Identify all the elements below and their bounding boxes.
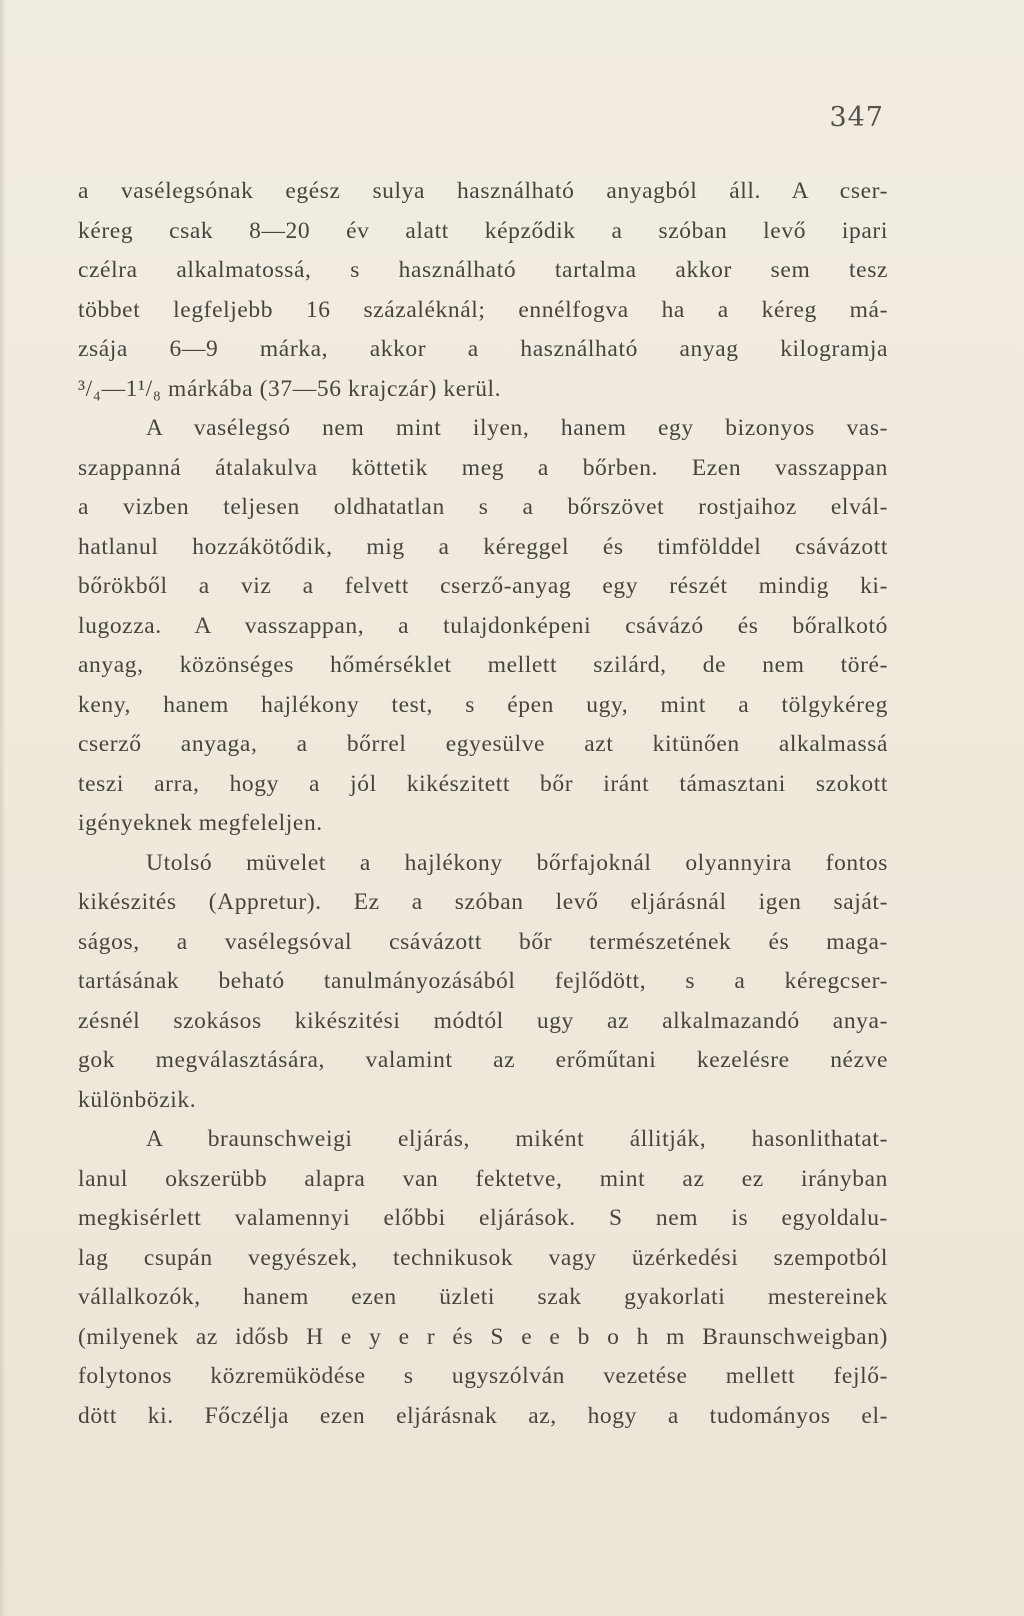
text-line: zsája 6—9 márka, akkor a használható anyag kilogramja <box>78 336 888 362</box>
text-line: folytonos közremüködése s ugyszólván vezetése mellett fejlő- <box>78 1363 888 1389</box>
text-line: dött ki. Főczélja ezen eljárásnak az, hogy a tudományos el- <box>78 1402 888 1429</box>
text-line: kéreg csak 8—20 év alatt képződik a szóban levő ipari <box>78 217 888 244</box>
text-line: zésnél szokásos kikészitési módtól ugy az alkalmazandó anya- <box>78 1007 888 1034</box>
text-line: lag csupán vegyészek, technikusok vagy üzérkedési szempotból <box>78 1244 888 1271</box>
text-line: lugozza. A vasszappan, a tulajdonképeni csávázó és bőralkotó <box>78 612 888 639</box>
text-line: cserző anyaga, a bőrrel egyesülve azt kitünően alkalmassá <box>78 731 888 757</box>
text-line: czélra alkalmatossá, s használható tartalma akkor sem tesz <box>78 257 888 283</box>
paragraph-start-line: Utolsó müvelet a hajlékony bőrfajoknál olyannyira fontos <box>146 849 888 876</box>
text-line: keny, hanem hajlékony test, s épen ugy, mint a tölgykéreg <box>78 691 888 718</box>
text-line: anyag, közönséges hőmérséklet mellett szilárd, de nem töré- <box>78 652 888 678</box>
text-line: igényeknek megfeleljen. <box>78 810 323 836</box>
text-line: vállalkozók, hanem ezen üzleti szak gyakorlati mestereinek <box>78 1284 888 1310</box>
text-line: különbözik. <box>78 1086 197 1113</box>
body-text <box>78 172 888 1436</box>
text-line: gok megválasztására, valamint az erőműtani kezelésre nézve <box>78 1047 888 1073</box>
page-number: 347 <box>829 102 884 133</box>
page-edge-shadow <box>0 0 6 1616</box>
text-line: teszi arra, hogy a jól kikészitett bőr iránt támasztani szokott <box>78 770 888 797</box>
text-line: tartásának beható tanulmányozásából fejlődött, s a kéregcser- <box>78 968 888 994</box>
text-line: (milyenek az idősb H e y e r és S e e b o h m Braunschweigban) <box>78 1323 888 1350</box>
text-line: többet legfeljebb 16 százaléknál; ennélfogva ha a kéreg má- <box>78 296 888 323</box>
text-line: hatlanul hozzákötődik, mig a kéreggel és timfölddel csávázott <box>78 533 888 560</box>
text-line: a vasélegsónak egész sulya használható anyagból áll. A cser- <box>78 178 888 204</box>
text-line: lanul okszerübb alapra van fektetve, mint az ez irányban <box>78 1165 888 1192</box>
paragraph-start-line: A vasélegsó nem mint ilyen, hanem egy bizonyos vas- <box>146 415 888 441</box>
text-line: ³/₄—1¹/₈ márkába (37—56 krajczár) kerül. <box>78 375 502 402</box>
text-line: szappanná átalakulva köttetik meg a bőrben. Ezen vasszappan <box>78 454 888 481</box>
text-line: a vizben teljesen oldhatatlan s a bőrszövet rostjaihoz elvál- <box>78 494 888 520</box>
text-line: kikészités (Appretur). Ez a szóban levő eljárásnál igen saját- <box>78 889 888 915</box>
text-line: bőrökből a viz a felvett cserző-anyag egy részét mindig ki- <box>78 573 888 599</box>
paragraph-start-line: A braunschweigi eljárás, miként állitják, hasonlithatat- <box>146 1126 888 1152</box>
text-line: megkisérlett valamennyi előbbi eljárások. S nem is egyoldalu- <box>78 1205 888 1231</box>
text-line: ságos, a vasélegsóval csávázott bőr természetének és maga- <box>78 928 888 955</box>
